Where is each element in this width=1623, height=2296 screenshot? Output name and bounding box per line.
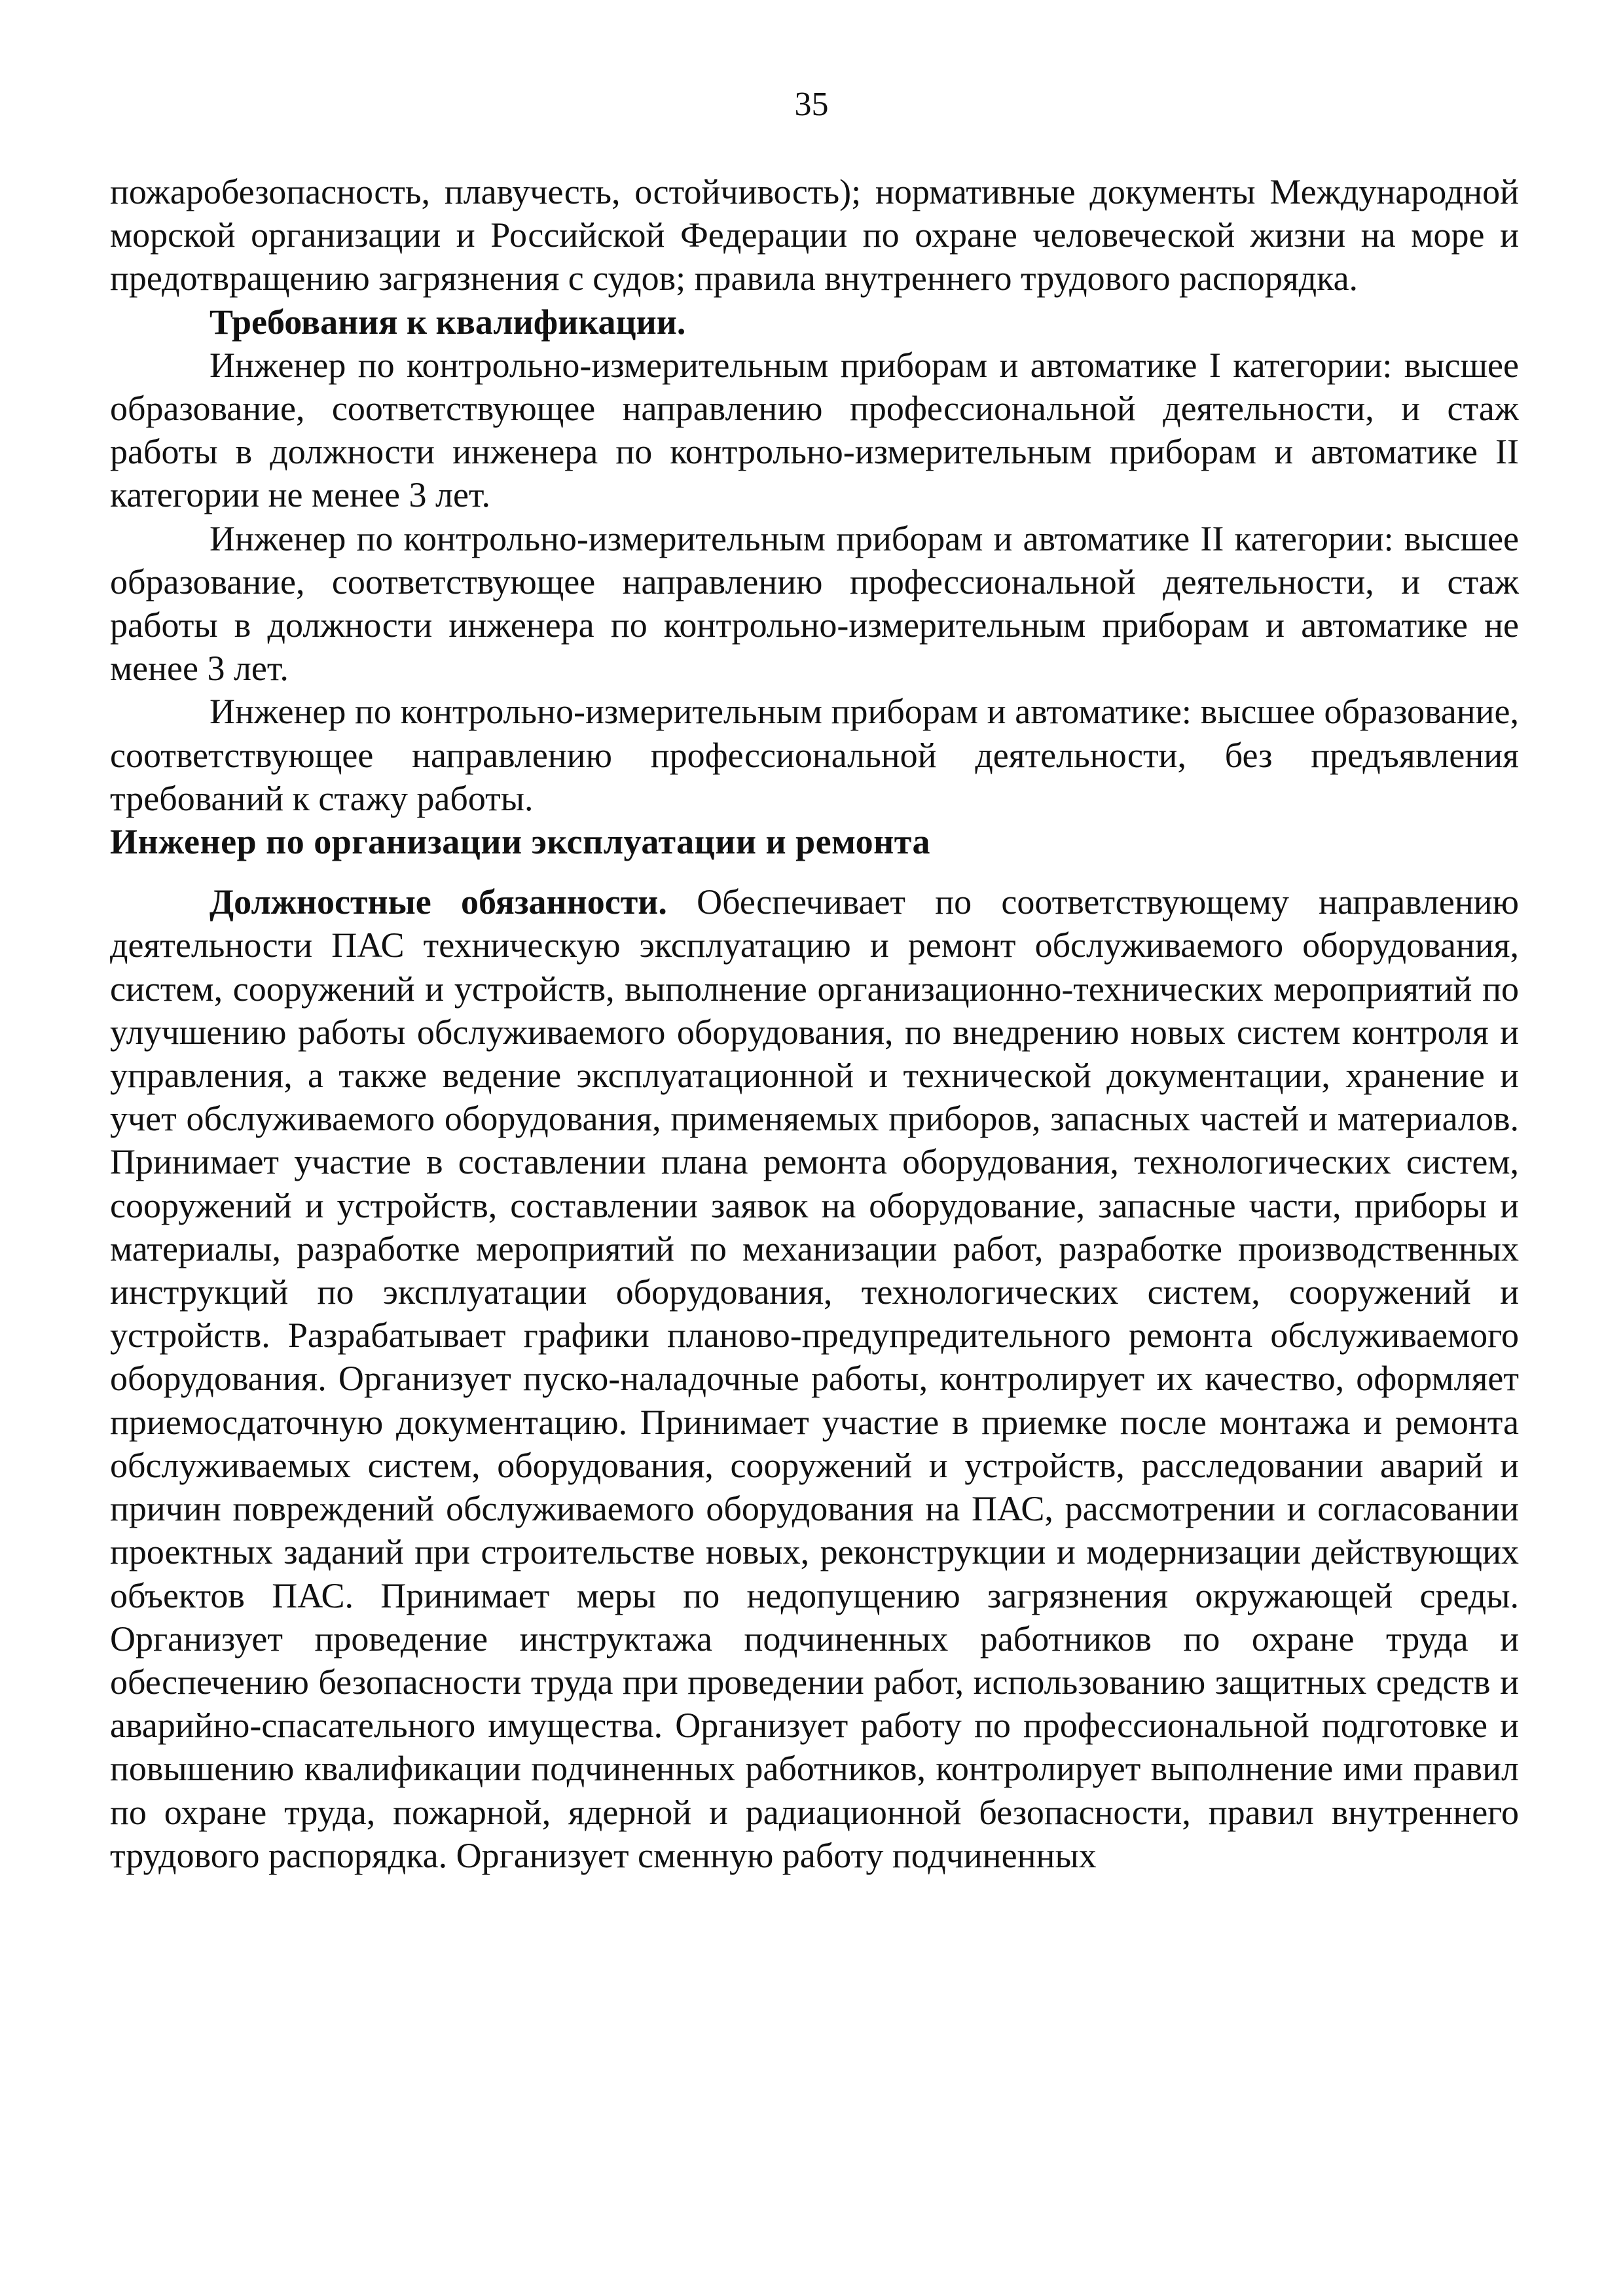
document-body xyxy=(110,170,1519,1877)
section-title: Инженер по организации эксплуатации и ремонта xyxy=(110,822,930,862)
page-number: 35 xyxy=(794,86,829,123)
duties-paragraph xyxy=(110,880,1519,1877)
duties-text: Обеспечивает по соответствующему направлению деятельности ПАС техническую эксплуатацию и ремонт обслуживаемого оборудования, систем, сооружений и устройств, выполнение организационно-технических мероприятий по улучшению работы обслуживаемого оборудования, по внедрению новых систем контроля и управления, а также ведение эксплуатационной и технической документации, хранение и учет обслуживаемого оборудования, применяемых приборов, запасных частей и материалов. Принимает участие в составлении плана ремонта оборудования, технологических систем, сооружений и устройств, составлении заявок на оборудование, запасные части, приборы и материалы, разработке мероприятий по механизации работ, разработке производственных инструкций по эксплуатации оборудования, технологических систем, сооружений и устройств. Разрабатывает графики планово-предупредительного ремонта обслуживаемого оборудования. Организует пуско-наладочные работы, контролирует их качество, оформляет приемосдаточную документацию. Принимает участие в приемке после монтажа и ремонта обслуживаемых систем, оборудования, сооружений и устройств, расследовании аварий и причин повреждений обслуживаемого оборудования на ПАС, рассмотрении и согласовании проектных заданий при строительстве новых, реконструкции и модернизации действующих объектов ПАС. Принимает меры по недопущению загрязнения окружающей среды. Организует проведение инструктажа подчиненных работников по охране труда и обеспечению безопасности труда при проведении работ, использованию защитных средств и аварийно-спасательного имущества. Организует работу по профессиональной подготовке и повышению квалификации подчиненных работников, контролирует выполнение ими правил по охране труда, пожарной, ядерной и радиационной безопасности, правил внутреннего трудового распорядка. Организует сменную работу подчиненных xyxy=(110,882,1519,1875)
continuation-paragraph: пожаробезопасность, плавучесть, остойчивость); нормативные документы Международной морской организации и Российской Федерации по охране человеческой жизни на море и предотвращению загрязнения с судов; правила внутреннего трудового распорядка. xyxy=(110,172,1519,298)
qualification-paragraph-category-1: Инженер по контрольно-измерительным приборам и автоматике I категории: высшее образование, соответствующее направлению профессиональной деятельности, и стаж работы в должности инженера по контрольно-измерительным приборам и автоматике II категории не менее 3 лет. xyxy=(110,345,1519,515)
qualification-paragraph-category-2: Инженер по контрольно-измерительным приборам и автоматике II категории: высшее образование, соответствующее направлению профессиональной деятельности, и стаж работы в должности инженера по контрольно-измерительным приборам и автоматике не менее 3 лет. xyxy=(110,518,1519,689)
qualification-paragraph-base: Инженер по контрольно-измерительным приборам и автоматике: высшее образование, соответствующее направлению профессиональной деятельности, без предъявления требований к стажу работы. xyxy=(110,692,1519,818)
duties-label: Должностные обязанности. xyxy=(210,882,667,922)
qualification-heading: Требования к квалификации. xyxy=(210,302,686,342)
